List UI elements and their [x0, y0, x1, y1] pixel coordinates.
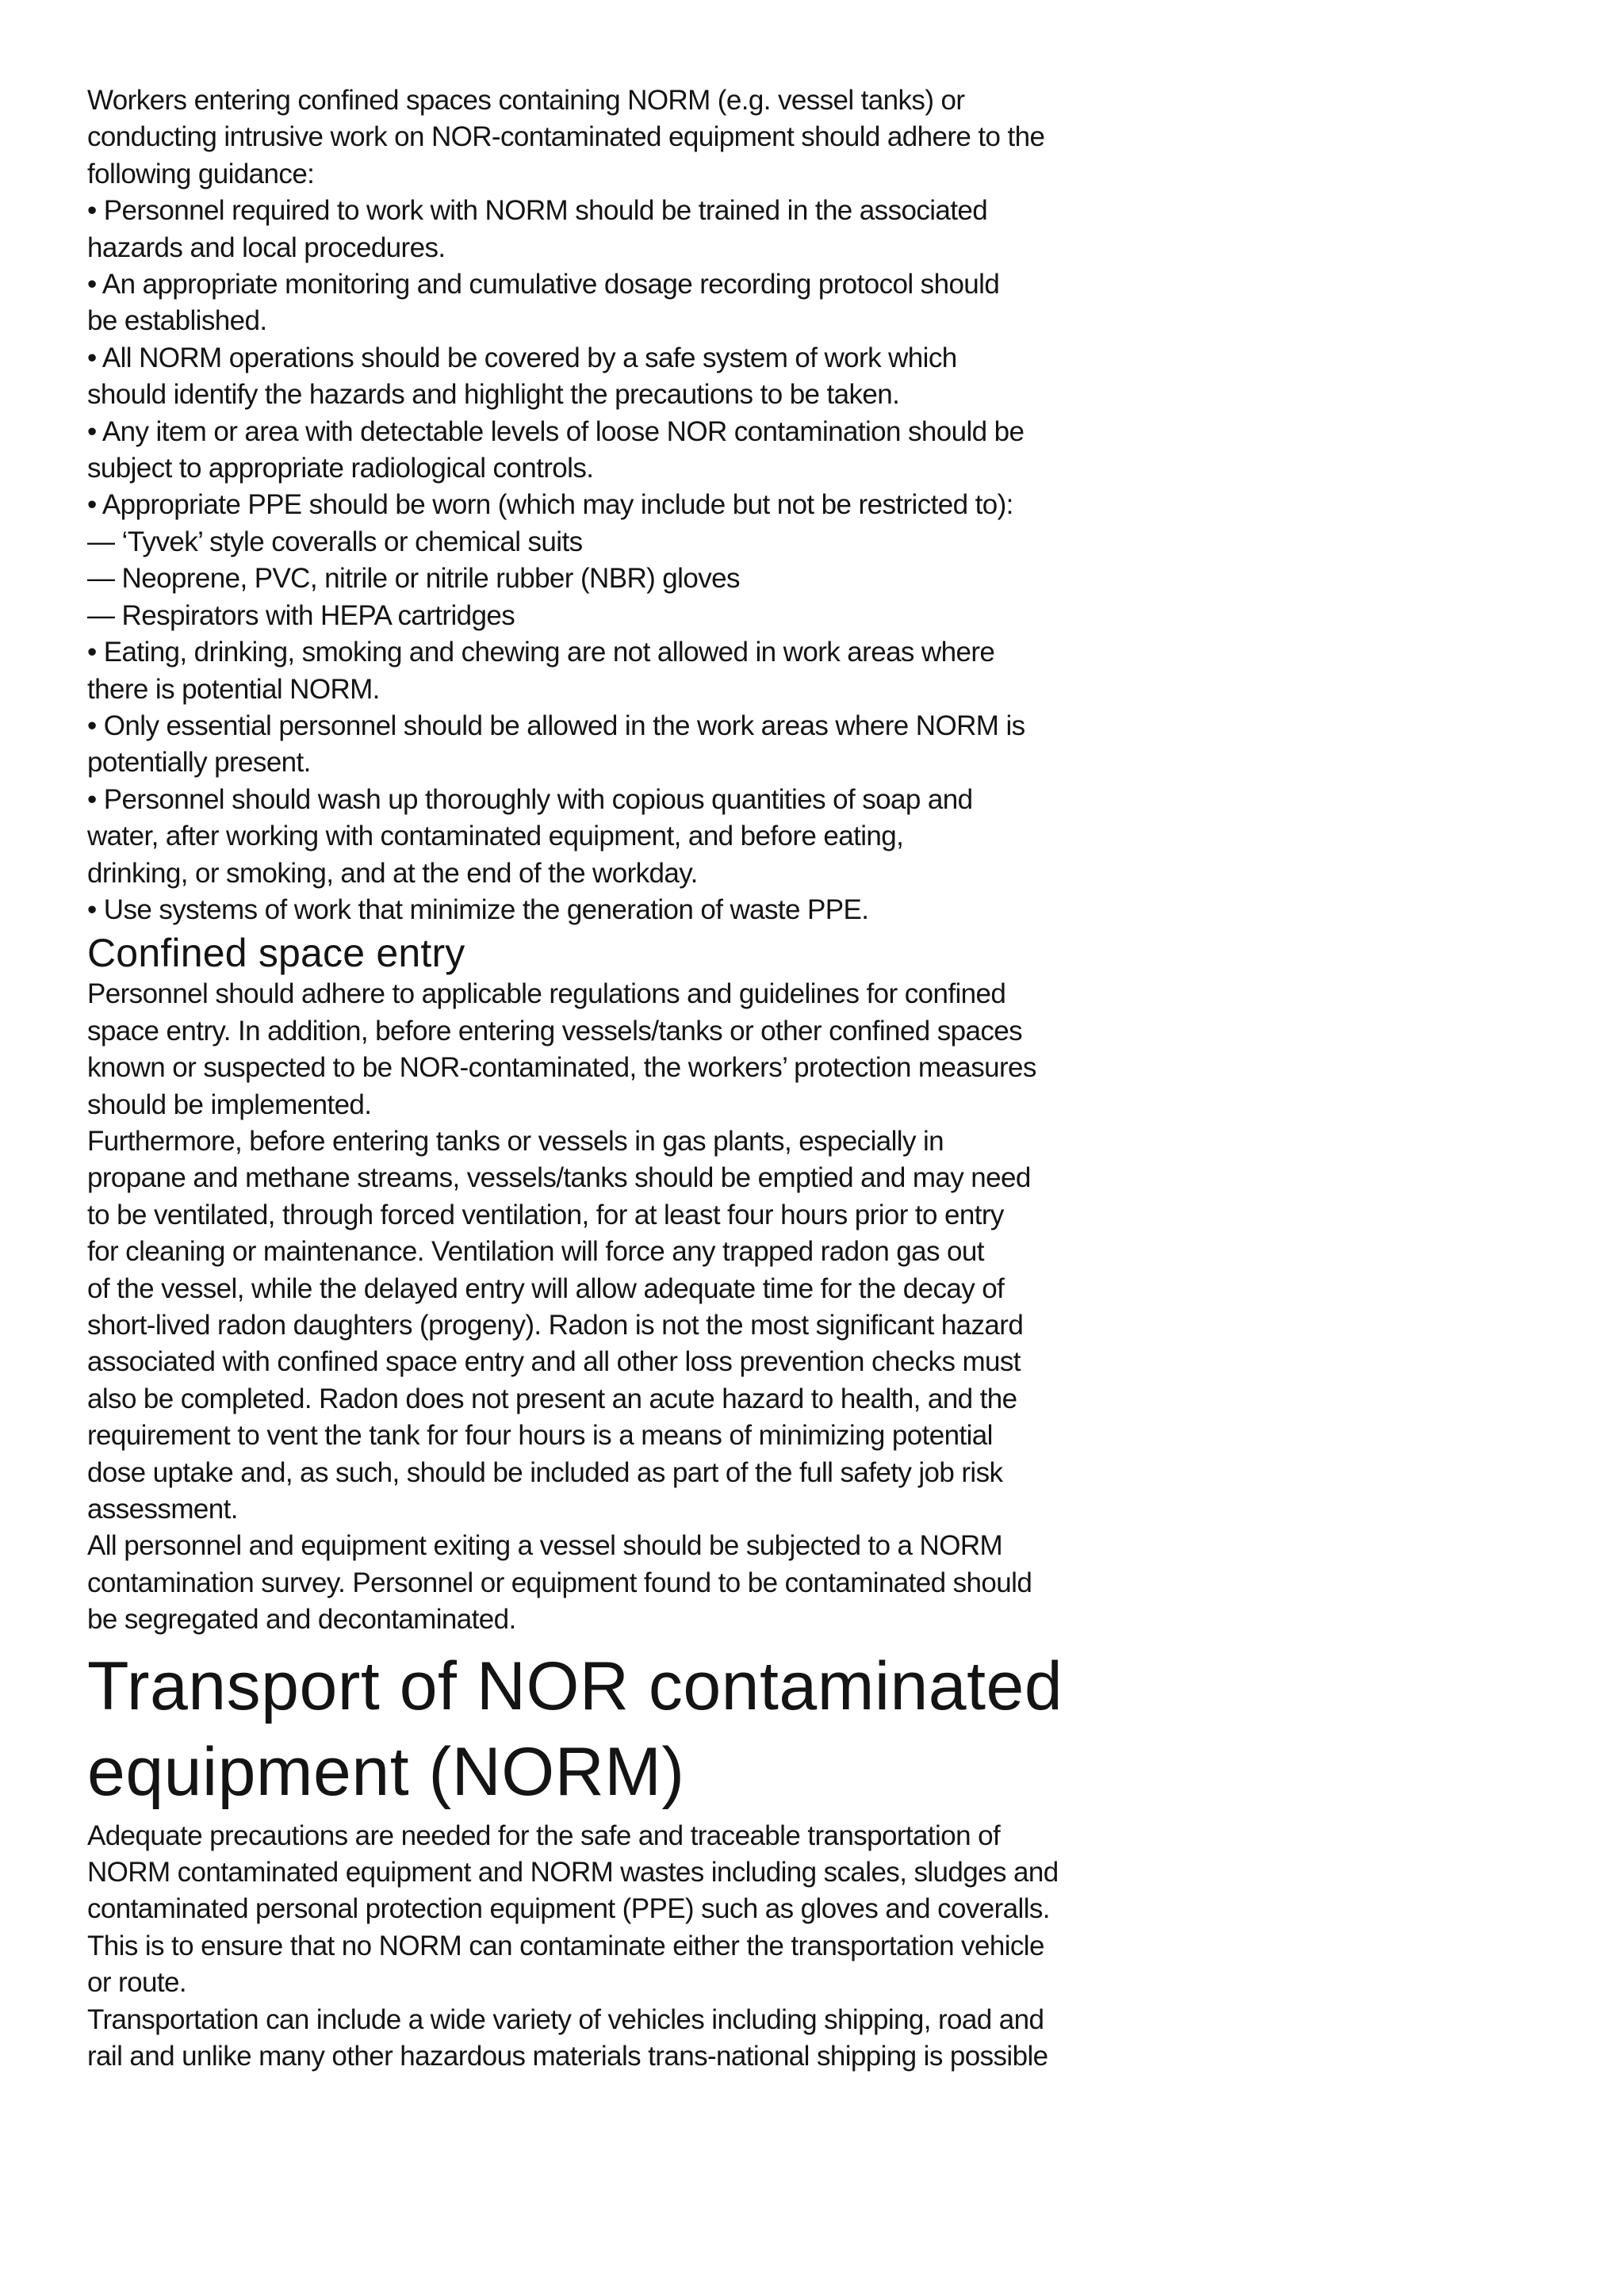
bullet-item: • Personnel should wash up thoroughly with copious quantities of soap and	[87, 783, 973, 815]
text-line: should identify the hazards and highlight the precautions to be taken.	[87, 379, 900, 411]
bullet-item: • Personnel required to work with NORM should be trained in the associated	[87, 195, 988, 227]
text-line: rail and unlike many other hazardous materials trans-national shipping is possible	[87, 2041, 1048, 2072]
text-line: short-lived radon daughters (progeny). Radon is not the most significant hazard	[87, 1310, 1024, 1341]
text-line: subject to appropriate radiological controls.	[87, 453, 594, 484]
sub-bullet-item: — Respirators with HEPA cartridges	[87, 599, 515, 631]
intro-section	[87, 82, 1118, 928]
sub-bullet-item: — Neoprene, PVC, nitrile or nitrile rubber (NBR) gloves	[87, 563, 740, 595]
text-line: drinking, or smoking, and at the end of the workday.	[87, 857, 698, 889]
text-line: also be completed. Radon does not present an acute hazard to health, and the	[87, 1383, 1017, 1414]
bullet-item: • Any item or area with detectable levels of loose NOR contamination should be	[87, 415, 1025, 447]
text-line: to be ventilated, through forced ventilation, for at least four hours prior to entry	[87, 1199, 1004, 1230]
text-line: known or suspected to be NOR-contaminated, the workers’ protection measures	[87, 1052, 1036, 1084]
text-line: space entry. In addition, before entering vessels/tanks or other confined spaces	[87, 1015, 1023, 1047]
text-line: following guidance:	[87, 158, 315, 189]
text-line: hazards and local procedures.	[87, 232, 446, 263]
sub-bullet-item: — ‘Tyvek’ style coveralls or chemical suits	[87, 526, 583, 557]
confined-space-heading: Confined space entry	[87, 931, 465, 976]
text-line: should be implemented.	[87, 1089, 372, 1120]
text-line: there is potential NORM.	[87, 673, 380, 705]
bullet-item: • Only essential personnel should be allowed in the work areas where NORM is	[87, 710, 1025, 741]
text-line: dose uptake and, as such, should be included as part of the full safety job risk	[87, 1456, 1003, 1488]
text-line: Transportation can include a wide variety of vehicles including shipping, road and	[87, 2003, 1044, 2035]
bullet-item: • Appropriate PPE should be worn (which may include but not be restricted to):	[87, 489, 1013, 521]
transport-section	[87, 1818, 1118, 2076]
text-line: associated with confined space entry and all other loss prevention checks must	[87, 1346, 1021, 1378]
text-line: be segregated and decontaminated.	[87, 1604, 516, 1636]
text-line: assessment.	[87, 1494, 238, 1525]
transport-heading-line-1: Transport of NOR contaminated	[87, 1647, 1063, 1724]
text-line: or route.	[87, 1967, 186, 1999]
text-line: This is to ensure that no NORM can contaminate either the transportation vehicle	[87, 1930, 1044, 1961]
text-line: Personnel should adhere to applicable regulations and guidelines for confined	[87, 978, 1006, 1010]
text-line: Adequate precautions are needed for the safe and traceable transportation of	[87, 1820, 1001, 1851]
text-line: conducting intrusive work on NOR-contaminated equipment should adhere to the	[87, 121, 1045, 153]
text-line: requirement to vent the tank for four hours is a means of minimizing potential	[87, 1420, 993, 1452]
text-line: Furthermore, before entering tanks or vessels in gas plants, especially in	[87, 1125, 944, 1157]
document-page	[87, 82, 1118, 2076]
bullet-item: • An appropriate monitoring and cumulative dosage recording protocol should	[87, 269, 1000, 300]
text-line: of the vessel, while the delayed entry will allow adequate time for the decay of	[87, 1272, 1005, 1304]
bullet-item: • Use systems of work that minimize the generation of waste PPE.	[87, 894, 869, 925]
transport-heading-line-2: equipment (NORM)	[87, 1733, 685, 1810]
text-line: potentially present.	[87, 747, 311, 779]
text-line: propane and methane streams, vessels/tanks should be emptied and may need	[87, 1162, 1031, 1194]
bullet-item: • All NORM operations should be covered by a safe system of work which	[87, 342, 957, 373]
confined-space-section	[87, 976, 1118, 1638]
text-line: for cleaning or maintenance. Ventilation will force any trapped radon gas out	[87, 1236, 984, 1268]
text-line: water, after working with contaminated equipment, and before eating,	[87, 821, 904, 852]
text-line: contamination survey. Personnel or equipment found to be contaminated should	[87, 1567, 1032, 1598]
text-line: All personnel and equipment exiting a vessel should be subjected to a NORM	[87, 1530, 1003, 1562]
text-line: Workers entering confined spaces containing NORM (e.g. vessel tanks) or	[87, 85, 965, 116]
text-line: NORM contaminated equipment and NORM wastes including scales, sludges and	[87, 1857, 1059, 1888]
text-line: contaminated personal protection equipment (PPE) such as gloves and coveralls.	[87, 1893, 1050, 1925]
text-line: be established.	[87, 305, 267, 337]
bullet-item: • Eating, drinking, smoking and chewing are not allowed in work areas where	[87, 637, 995, 668]
